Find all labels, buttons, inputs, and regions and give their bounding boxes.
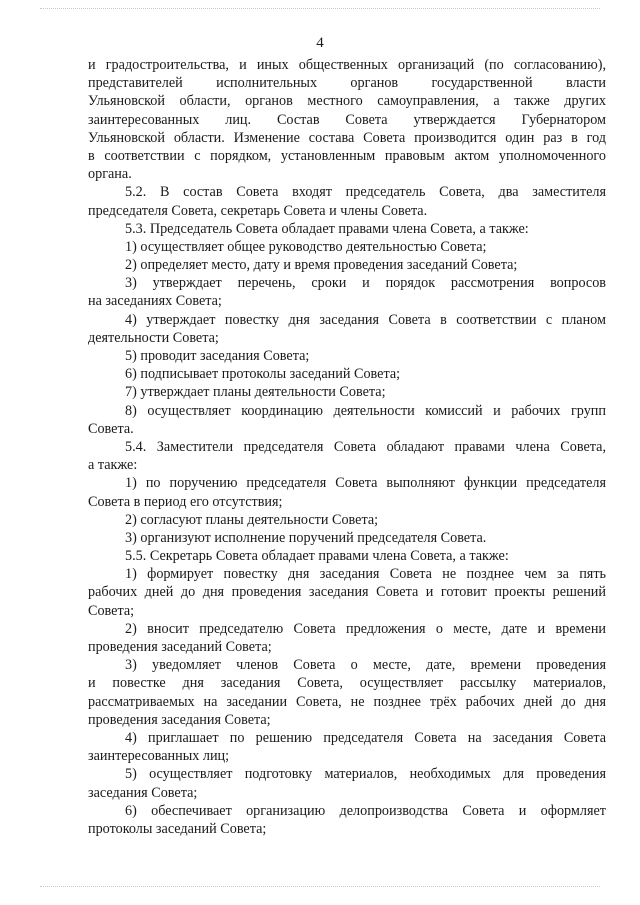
- text-line: 1) формирует повестку дня заседания Совета не позднее чем за пять: [125, 566, 606, 583]
- text-line: рабочих дней до дня проведения заседания Совета и готовит проекты решений: [88, 584, 606, 601]
- text-line: 5.3. Председатель Совета обладает правами члена Совета, а также:: [125, 220, 529, 237]
- text-line: представителей исполнительных органов государственной власти: [88, 75, 606, 92]
- text-line: Ульяновской области. Изменение состава Совета производится один раз в год: [88, 129, 606, 146]
- text-line: 4) приглашает по решению председателя Совета на заседания Совета: [125, 729, 606, 746]
- text-line: 8) осуществляет координацию деятельности комиссий и рабочих групп: [125, 402, 606, 419]
- text-line: 2) вносит председателю Совета предложения о месте, дате и времени: [125, 620, 606, 637]
- text-line: деятельности Совета;: [88, 329, 219, 346]
- text-line: 6) подписывает протоколы заседаний Совета;: [125, 366, 401, 383]
- text-line: 5.5. Секретарь Совета обладает правами члена Совета, а также:: [125, 548, 509, 565]
- document-body: [88, 56, 606, 838]
- text-line: Ульяновской области, органов местного самоуправления, а также других: [88, 93, 606, 110]
- text-line: рассматриваемых на заседании Совета, не позднее трёх рабочих дней до дня: [88, 693, 606, 710]
- text-line: Совета;: [88, 602, 135, 619]
- text-line: в соответствии с порядком, установленным правовым актом уполномоченного: [88, 147, 606, 164]
- text-line: председателя Совета, секретарь Совета и члены Совета.: [88, 202, 428, 219]
- text-line: заинтересованных лиц;: [88, 748, 230, 765]
- text-line: и градостроительства, и иных общественных организаций (по согласованию),: [88, 57, 606, 73]
- text-line: 3) уведомляет членов Совета о месте, дате, времени проведения: [125, 657, 606, 674]
- text-line: на заседаниях Совета;: [88, 293, 222, 310]
- text-line: и повестке дня заседания Совета, осуществляет рассылку материалов,: [88, 675, 606, 692]
- text-line: заинтересованных лиц. Состав Совета утверждается Губернатором: [88, 111, 606, 128]
- text-line: проведения заседания Совета;: [88, 711, 271, 728]
- text-line: 1) осуществляет общее руководство деятельностью Совета;: [125, 238, 487, 255]
- text-line: 2) согласуют планы деятельности Совета;: [125, 511, 379, 528]
- text-line: 6) обеспечивает организацию делопроизводства Совета и оформляет: [125, 802, 606, 819]
- text-line: заседания Совета;: [88, 784, 198, 801]
- text-line: проведения заседаний Совета;: [88, 639, 272, 655]
- text-line: органа.: [88, 166, 132, 183]
- text-line: 2) определяет место, дату и время проведения заседаний Совета;: [125, 257, 518, 274]
- text-line: 7) утверждает планы деятельности Совета;: [125, 384, 386, 401]
- text-line: 5) осуществляет подготовку материалов, необходимых для проведения: [125, 766, 606, 783]
- top-scan-edge: [40, 8, 600, 10]
- text-line: 1) по поручению председателя Совета выполняют функции председателя: [125, 475, 606, 492]
- bottom-scan-edge: [40, 886, 600, 888]
- text-line: 5) проводит заседания Совета;: [125, 348, 310, 364]
- text-line: 3) утверждает перечень, сроки и порядок рассмотрения вопросов: [125, 275, 606, 292]
- text-line: 3) организуют исполнение поручений председателя Совета.: [125, 529, 487, 546]
- text-line: Совета в период его отсутствия;: [88, 493, 283, 510]
- text-line: Совета.: [88, 420, 134, 437]
- page-number: 4: [316, 35, 324, 51]
- text-line: 5.4. Заместители председателя Совета обладают правами члена Совета,: [125, 438, 606, 455]
- text-line: 5.2. В состав Совета входят председатель Совета, два заместителя: [125, 184, 606, 201]
- text-line: а также:: [88, 457, 138, 474]
- text-line: протоколы заседаний Совета;: [88, 820, 267, 837]
- text-line: 4) утверждает повестку дня заседания Совета в соответствии с планом: [125, 311, 606, 328]
